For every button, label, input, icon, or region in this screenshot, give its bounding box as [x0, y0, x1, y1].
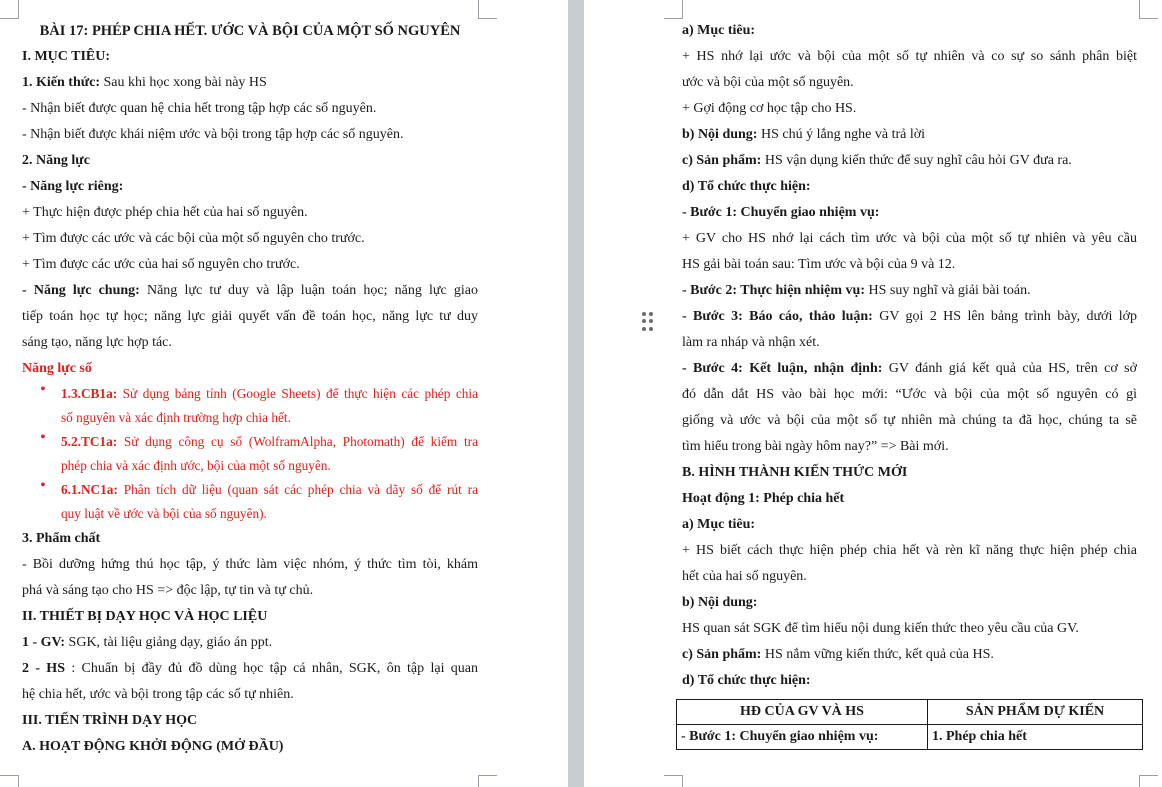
list-item [22, 382, 478, 430]
paragraph: - Nhận biết được khái niệm ước và bội trong tập hợp các số nguyên. [22, 127, 404, 142]
competence-code: 6.1.NC1a: [61, 482, 118, 497]
label: 1 - GV: [22, 635, 66, 650]
lesson-title: BÀI 17: PHÉP CHIA HẾT. ƯỚC VÀ BỘI CỦA MỘT SỐ NGUYÊN [39, 23, 461, 39]
paragraph: hệ chia hết, ước và bội trong tập các số tự nhiên. [22, 687, 294, 702]
text: Sử dụng công cụ số (WolframAlpha, Photomath) để kiểm tra [117, 434, 478, 449]
table-header-cell: HĐ CỦA GV VÀ HS [677, 700, 928, 725]
margin-corner-marker [478, 775, 497, 787]
step-heading: - Bước 1: Chuyển giao nhiệm vụ: [682, 205, 880, 220]
bullet-icon: • [40, 478, 46, 493]
subheading: 2. Năng lực [22, 153, 90, 168]
subheading: a) Mục tiêu: [682, 23, 756, 38]
paragraph: giống và ước và bội của một số tự nhiên mà chúng ta đã học, chúng ta sẽ [682, 413, 1137, 428]
label: 2 - HS [22, 661, 65, 676]
paragraph: sáng tạo, năng lực hợp tác. [22, 335, 172, 350]
paragraph: đó dẫn dắt HS vào bài học mới: “Ước và bội của một số nguyên có gì [682, 387, 1137, 402]
margin-corner-marker [1139, 775, 1158, 787]
text: Phân tích dữ liệu (quan sát các phép chia và dãy số để rút ra [117, 482, 478, 497]
text: GV gọi 2 HS lên bảng trình bày, dưới lớp [872, 309, 1138, 324]
subheading: d) Tổ chức thực hiện: [682, 673, 811, 688]
paragraph [22, 70, 478, 96]
paragraph [682, 356, 1137, 382]
label: 1. Kiến thức: [22, 75, 101, 90]
list-item [22, 430, 478, 478]
paragraph: tiếp toán học tự học; năng lực giải quyết vấn đề toán học, năng lực tư duy [22, 309, 478, 324]
section-heading: B. HÌNH THÀNH KIẾN THỨC MỚI [682, 465, 908, 480]
margin-corner-marker [0, 775, 19, 787]
list-item-line: quy luật về ước và bội của số nguyên). [61, 506, 267, 521]
text: HS chú ý lắng nghe và trả lời [757, 127, 926, 142]
label: c) Sản phẩm: [682, 153, 762, 168]
paragraph: + Gợi động cơ học tập cho HS. [682, 101, 857, 116]
text: GV đánh giá kết quả của HS, trên cơ sở [882, 361, 1137, 376]
text: Sử dụng bảng tính (Google Sheets) để thực hiện các phép chia [117, 386, 478, 401]
paragraph [682, 642, 1137, 668]
paragraph: + Tìm được các ước và các bội của một số nguyên cho trước. [22, 231, 365, 246]
page-body[interactable] [682, 18, 1137, 694]
paragraph [682, 122, 1137, 148]
paragraph [22, 656, 478, 682]
list-item-line: số nguyên và xác định trường hợp chia hết. [61, 410, 291, 425]
label: c) Sản phẩm: [682, 647, 762, 662]
paragraph: - Nhận biết được quan hệ chia hết trong tập hợp các số nguyên. [22, 101, 377, 116]
paragraph: phá và sáng tạo cho HS => độc lập, tự tin và tự chủ. [22, 583, 314, 598]
digital-competence-list [22, 382, 478, 526]
table-header-cell: SẢN PHẨM DỰ KIẾN [928, 700, 1143, 725]
drag-handle-icon[interactable] [642, 312, 654, 332]
paragraph: + GV cho HS nhớ lại cách tìm ước và bội của một số tự nhiên và yêu cầu [682, 231, 1137, 246]
paragraph: + HS biết cách thực hiện phép chia hết và rèn kĩ năng thực hiện phép chia [682, 543, 1137, 558]
paragraph: ước và bội của một số nguyên. [682, 75, 854, 90]
competence-code: 1.3.CB1a: [61, 386, 118, 401]
subheading: b) Nội dung: [682, 595, 758, 610]
subheading: a) Mục tiêu: [682, 517, 756, 532]
section-heading: III. TIẾN TRÌNH DẠY HỌC [22, 713, 198, 728]
table-cell[interactable]: 1. Phép chia hết [928, 725, 1143, 750]
list-item-line [61, 382, 478, 406]
margin-corner-marker [1139, 0, 1158, 19]
paragraph: + Thực hiện được phép chia hết của hai số nguyên. [22, 205, 308, 220]
section-heading: I. MỤC TIÊU: [22, 49, 111, 64]
document-page-left [0, 0, 568, 787]
margin-corner-marker [664, 0, 683, 19]
text: HS nắm vững kiến thức, kết quả của HS. [761, 647, 994, 662]
paragraph: HS gải bài toán sau: Tìm ước và bội của 9 và 12. [682, 257, 956, 272]
table-header-row [677, 700, 1143, 725]
page-gutter [568, 0, 584, 787]
list-item-line: phép chia và xác định ước, bội của một số nguyên. [61, 458, 331, 473]
paragraph [682, 278, 1137, 304]
activity-heading: Hoạt động 1: Phép chia hết [682, 491, 845, 506]
paragraph: + HS nhớ lại ước và bội của một số tự nhiên và co sự so sánh phân biệt [682, 49, 1137, 64]
label: - Bước 3: Báo cáo, thảo luận: [682, 309, 873, 324]
list-item-line [61, 430, 478, 454]
document-page-right [584, 0, 1162, 787]
label: - Bước 4: Kết luận, nhận định: [682, 361, 883, 376]
list-item-line [61, 478, 478, 502]
paragraph: tìm hiểu trong bài ngày hôm nay?” => Bài mới. [682, 439, 949, 454]
table-row [677, 725, 1143, 750]
margin-corner-marker [478, 0, 497, 19]
margin-corner-marker [0, 0, 19, 19]
page-body[interactable] [22, 18, 478, 760]
paragraph [22, 630, 478, 656]
subheading: d) Tổ chức thực hiện: [682, 179, 811, 194]
subheading: 3. Phẩm chất [22, 531, 101, 546]
paragraph [682, 148, 1137, 174]
paragraph: - Bồi dưỡng hứng thú học tập, ý thức làm việc nhóm, ý thức tìm tòi, khám [22, 557, 478, 572]
bullet-icon: • [40, 382, 46, 397]
paragraph [22, 278, 478, 304]
bullet-icon: • [40, 430, 46, 445]
paragraph: + Tìm được các ước của hai số nguyên cho trước. [22, 257, 300, 272]
label: b) Nội dung: [682, 127, 758, 142]
label: - Năng lực chung: [22, 283, 140, 298]
paragraph: hết của hai số nguyên. [682, 569, 807, 584]
text: : Chuẩn bị đầy đủ đồ dùng học tập cá nhân, SGK, ôn tập lại quan [65, 661, 479, 676]
section-heading: II. THIẾT BỊ DẠY HỌC VÀ HỌC LIỆU [22, 609, 268, 624]
list-item [22, 478, 478, 526]
text: Sau khi học xong bài này HS [100, 75, 267, 90]
digital-competence-heading: Năng lực số [22, 361, 92, 376]
section-heading: A. HOẠT ĐỘNG KHỞI ĐỘNG (MỞ ĐẦU) [22, 739, 284, 754]
label: - Bước 2: Thực hiện nhiệm vụ: [682, 283, 865, 298]
text: Năng lực tư duy và lập luận toán học; năng lực giao [139, 283, 478, 298]
lesson-plan-table[interactable] [676, 699, 1143, 750]
competence-code: 5.2.TC1a: [61, 434, 118, 449]
subheading: - Năng lực riêng: [22, 179, 124, 194]
text: SGK, tài liệu giảng dạy, giáo án ppt. [65, 635, 273, 650]
paragraph: HS quan sát SGK để tìm hiểu nội dung kiến thức theo yêu cầu của GV. [682, 621, 1079, 636]
paragraph [682, 304, 1137, 330]
margin-corner-marker [664, 775, 683, 787]
paragraph: làm ra nháp và nhận xét. [682, 335, 820, 350]
table-cell[interactable]: - Bước 1: Chuyển giao nhiệm vụ: [677, 725, 928, 750]
text: HS vận dụng kiến thức để suy nghĩ câu hỏi GV đưa ra. [761, 153, 1072, 168]
text: HS suy nghĩ và giải bài toán. [864, 283, 1031, 298]
